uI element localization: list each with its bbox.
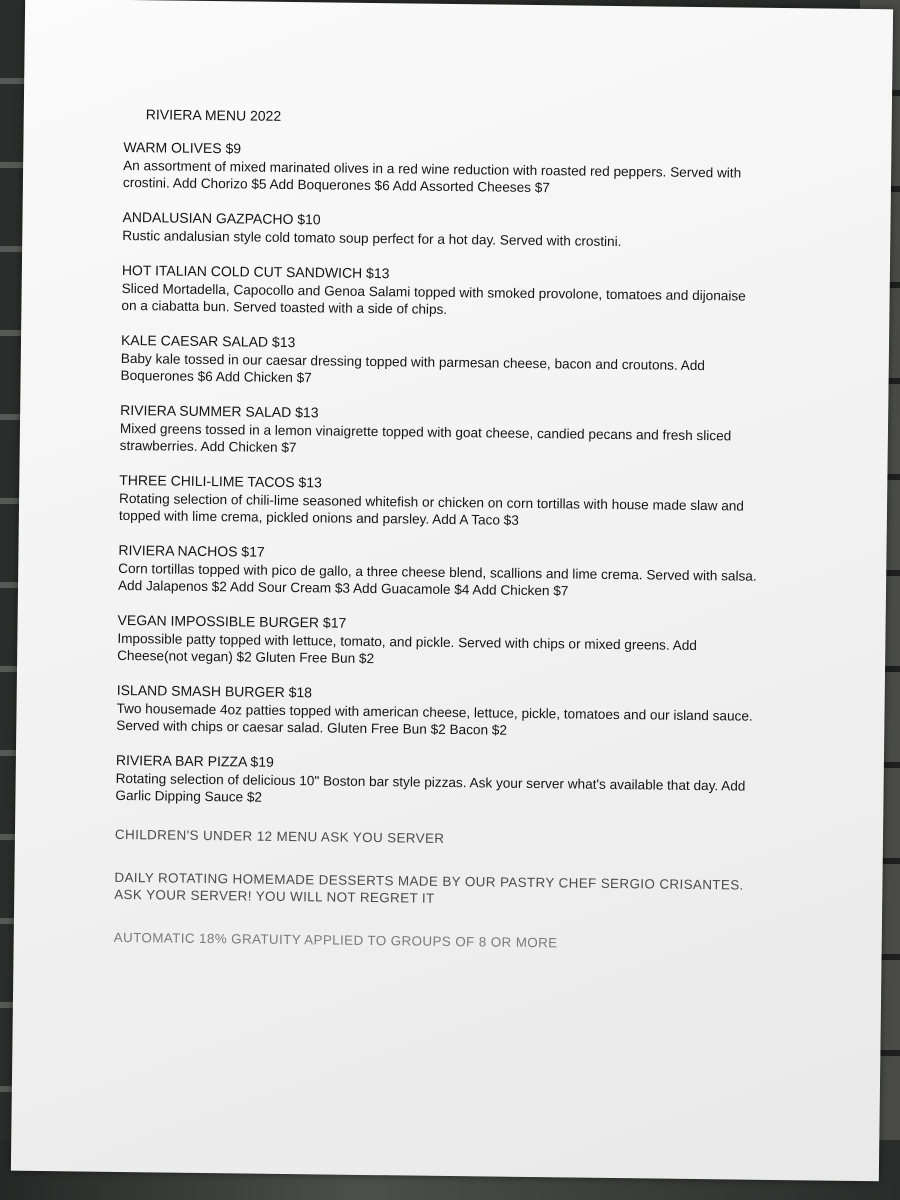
menu-item (117, 612, 758, 672)
menu-item (116, 682, 757, 742)
item-description: Two housemade 4oz patties topped with american cheese, lettuce, pickle, tomatoes and our island sauce. Served with chips or caesar salad. Gluten Free Bun $2 Bacon $2 (116, 700, 753, 738)
item-name: THREE CHILI-LIME TACOS $13 (119, 471, 322, 491)
menu-item (123, 139, 764, 199)
item-name: HOT ITALIAN COLD CUT SANDWICH $13 (121, 261, 390, 282)
desserts-note: DAILY ROTATING HOMEMADE DESSERTS MADE BY OUR PASTRY CHEF SERGIO CRISANTES. ASK YOUR SERVER! YOU WILL NOT REGRET IT (114, 869, 744, 906)
item-name: RIVIERA SUMMER SALAD $13 (120, 401, 319, 421)
item-name: KALE CAESAR SALAD $13 (120, 331, 296, 351)
item-description: Rotating selection of delicious 10" Boston bar style pizzas. Ask your server what's available that day. Add Garlic Dipping Sauce $2 (115, 770, 746, 805)
item-name: ANDALUSIAN GAZPACHO $10 (122, 208, 321, 228)
menu-item (120, 402, 761, 462)
item-description: Mixed greens tossed in a lemon vinaigrette topped with goat cheese, candied pecans and fresh sliced strawberries. Add Chicken $7 (119, 420, 732, 456)
menu-item (120, 332, 761, 392)
item-description: Sliced Mortadella, Capocollo and Genoa Salami topped with smoked provolone, tomatoes and dijonaise on a ciabatta bun. Served toasted with a side of chips. (121, 280, 746, 317)
gratuity-note: AUTOMATIC 18% GRATUITY APPLIED TO GROUPS OF 8 OR MORE (113, 929, 558, 951)
menu-item (115, 752, 756, 812)
menu-item (119, 472, 760, 532)
item-description: An assortment of mixed marinated olives in a red wine reduction with roasted red peppers. Served with crostini. Add Chorizo $5 Add Boquerones $6 Add Assorted Cheeses $7 (122, 157, 742, 196)
menu-item (122, 209, 762, 252)
item-name: WARM OLIVES $9 (123, 138, 242, 157)
menu-item (121, 262, 762, 322)
menu-content (114, 106, 764, 954)
item-description: Rotating selection of chili-lime seasoned whitefish or chicken on corn tortillas with house made slaw and topped with lime crema, pickled onions and parsley. Add A Taco $3 (118, 490, 745, 528)
item-name: RIVIERA BAR PIZZA $19 (115, 751, 274, 770)
menu-title: RIVIERA MENU 2022 (145, 106, 282, 124)
menu-item (118, 542, 759, 602)
children-menu-note: CHILDREN'S UNDER 12 MENU ASK YOU SERVER (114, 826, 445, 846)
item-name: ISLAND SMASH BURGER $18 (116, 681, 313, 701)
item-name: VEGAN IMPOSSIBLE BURGER $17 (117, 611, 347, 631)
item-name: RIVIERA NACHOS $17 (118, 541, 265, 560)
item-description: Baby kale tossed in our caesar dressing topped with parmesan cheese, bacon and croutons. Add Boquerones $6 Add Chicken $7 (120, 350, 705, 386)
item-description: Corn tortillas topped with pico de gallo, a three cheese blend, scallions and lime crema. Served with salsa. Add Jalapenos $2 Add Sour Cream $3 Add Guacamole $4 Add Chicken $7 (117, 560, 757, 599)
menu-sheet (11, 0, 893, 1181)
item-description: Impossible patty topped with lettuce, tomato, and pickle. Served with chips or mixed greens. Add Cheese(not vegan) $2 Gluten Free Bun $2 (117, 630, 697, 667)
item-description: Rustic andalusian style cold tomato soup perfect for a hot day. Served with crostini. (122, 227, 622, 250)
